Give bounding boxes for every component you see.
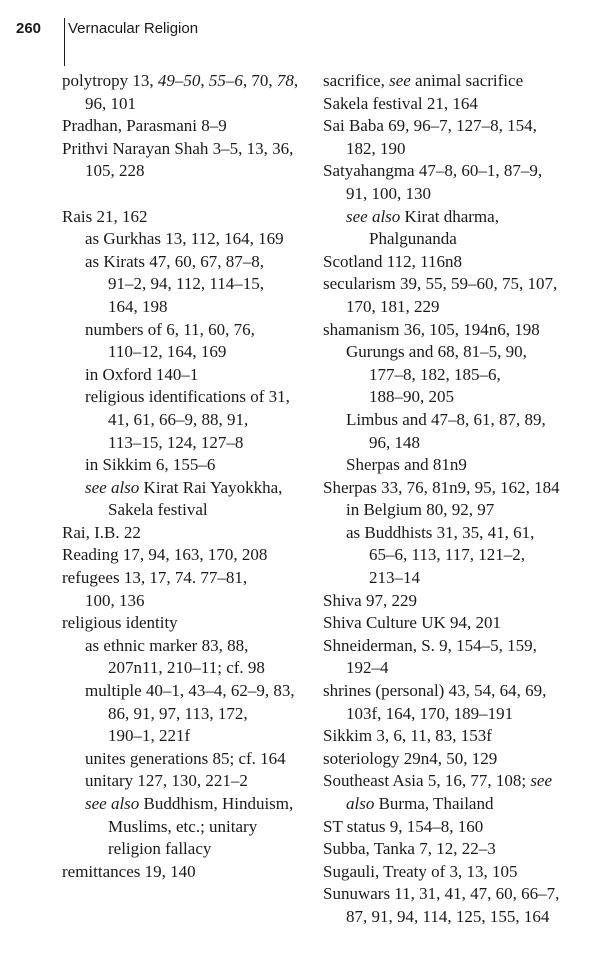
index-subentry: 87, 91, 94, 114, 125, 155, 164 xyxy=(346,906,550,926)
index-subentry: numbers of 6, 11, 60, 76, xyxy=(85,319,255,339)
index-subentry: 170, 181, 229 xyxy=(346,296,440,316)
index-subentry: 96, 148 xyxy=(369,432,420,452)
index-subentry: as ethnic marker 83, 88, xyxy=(85,635,249,655)
index-subentry: multiple 40–1, 43–4, 62–9, 83, xyxy=(85,681,295,701)
page-number: 260 xyxy=(16,20,42,37)
index-subentry: 91–2, 94, 112, 114–15, xyxy=(108,274,264,294)
index-subentry: 164, 198 xyxy=(108,296,168,316)
index-subentry: in Oxford 140–1 xyxy=(85,364,199,384)
index-subentry: as Gurkhas 13, 112, 164, 169 xyxy=(85,229,284,249)
index-entry: Satyahangma 47–8, 60–1, 87–9, xyxy=(323,161,543,181)
index-entry: Pradhan, Parasmani 8–9 xyxy=(62,116,227,136)
index-subentry: 105, 228 xyxy=(85,161,145,181)
index-subentry: also Burma, Thailand xyxy=(346,794,494,813)
index-subentry: 65–6, 113, 117, 121–2, xyxy=(369,545,525,565)
running-title: Vernacular Religion xyxy=(68,20,199,37)
index-subentry: religious identifications of 31, xyxy=(85,387,290,407)
index-entry: Reading 17, 94, 163, 170, 208 xyxy=(62,545,268,565)
index-subentry: unitary 127, 130, 221–2 xyxy=(85,771,248,791)
index-entry: religious identity xyxy=(62,613,178,633)
index-entry: Shneiderman, S. 9, 154–5, 159, xyxy=(323,635,537,655)
index-subentry: 100, 136 xyxy=(85,590,145,610)
index-entry: Southeast Asia 5, 16, 77, 108; see xyxy=(323,771,553,791)
index-entry: Sai Baba 69, 96–7, 127–8, 154, xyxy=(323,116,537,136)
index-subentry: 177–8, 182, 185–6, xyxy=(369,364,501,384)
index-subentry: 190–1, 221f xyxy=(108,726,191,746)
index-entry: Shiva Culture UK 94, 201 xyxy=(323,613,502,633)
index-subentry: Sherpas and 81n9 xyxy=(346,455,467,475)
index-subentry: in Sikkim 6, 155–6 xyxy=(85,455,216,475)
index-subentry: 41, 61, 66–9, 88, 91, xyxy=(108,409,249,429)
index-subentry: Muslims, etc.; unitary xyxy=(108,816,258,836)
index-entry: Sunuwars 11, 31, 41, 47, 60, 66–7, xyxy=(323,884,560,904)
index-entry: Prithvi Narayan Shah 3–5, 13, 36, xyxy=(62,138,294,158)
index-subentry: 207n11, 210–11; cf. 98 xyxy=(108,658,265,678)
index-entry: Sakela festival 21, 164 xyxy=(323,93,478,113)
index-subentry: see also Buddhism, Hinduism, xyxy=(85,794,294,813)
index-entry: Subba, Tanka 7, 12, 22–3 xyxy=(323,839,496,859)
index-entry: polytropy 13, 49–50, 55–6, 70, 78, xyxy=(62,71,299,90)
index-subentry: as Buddhists 31, 35, 41, 61, xyxy=(346,522,535,542)
index-subentry: 96, 101 xyxy=(85,93,136,113)
index-entry: Rais 21, 162 xyxy=(62,206,148,226)
index-subentry: 86, 91, 97, 113, 172, xyxy=(108,703,248,723)
index-subentry: 192–4 xyxy=(346,658,389,678)
index-entry: refugees 13, 17, 74. 77–81, xyxy=(62,568,248,588)
index-entry: Shiva 97, 229 xyxy=(323,590,417,610)
index-subentry: as Kirats 47, 60, 67, 87–8, xyxy=(85,251,264,271)
index-subentry: 91, 100, 130 xyxy=(346,183,431,203)
index-entry: Sugauli, Treaty of 3, 13, 105 xyxy=(323,861,518,881)
index-entry: Scotland 112, 116n8 xyxy=(323,251,462,271)
index-entry: sacrifice, see animal sacrifice xyxy=(323,71,524,90)
index-subentry: religion fallacy xyxy=(108,839,212,859)
index-gap xyxy=(62,183,312,206)
index-subentry: 110–12, 164, 169 xyxy=(108,342,227,362)
index-entry: remittances 19, 140 xyxy=(62,861,196,881)
index-subentry: Gurungs and 68, 81–5, 90, xyxy=(346,342,527,362)
index-entry: Rai, I.B. 22 xyxy=(62,522,141,542)
index-entry: shamanism 36, 105, 194n6, 198 xyxy=(323,319,540,339)
index-column-right xyxy=(323,70,593,929)
header-divider xyxy=(64,18,65,66)
index-entry: soteriology 29n4, 50, 129 xyxy=(323,748,498,768)
index-entry: Sikkim 3, 6, 11, 83, 153f xyxy=(323,726,492,746)
index-subentry: 103f, 164, 170, 189–191 xyxy=(346,703,514,723)
index-subentry: 113–15, 124, 127–8 xyxy=(108,432,244,452)
index-subentry: 213–14 xyxy=(369,568,420,588)
index-subentry: 182, 190 xyxy=(346,138,406,158)
index-column-left xyxy=(62,70,312,883)
index-entry: ST status 9, 154–8, 160 xyxy=(323,816,484,836)
index-subentry: 188–90, 205 xyxy=(369,387,454,407)
index-entry: shrines (personal) 43, 54, 64, 69, xyxy=(323,681,547,701)
index-subentry: in Belgium 80, 92, 97 xyxy=(346,500,495,520)
index-subentry: Sakela festival xyxy=(108,500,208,520)
index-subentry: Phalgunanda xyxy=(369,229,457,249)
index-entry: secularism 39, 55, 59–60, 75, 107, xyxy=(323,274,558,294)
index-subentry: unites generations 85; cf. 164 xyxy=(85,748,286,768)
index-entry: Sherpas 33, 76, 81n9, 95, 162, 184 xyxy=(323,477,560,497)
index-subentry: Limbus and 47–8, 61, 87, 89, xyxy=(346,409,546,429)
index-subentry: see also Kirat dharma, xyxy=(346,206,499,226)
index-subentry: see also Kirat Rai Yayokkha, xyxy=(85,477,283,497)
